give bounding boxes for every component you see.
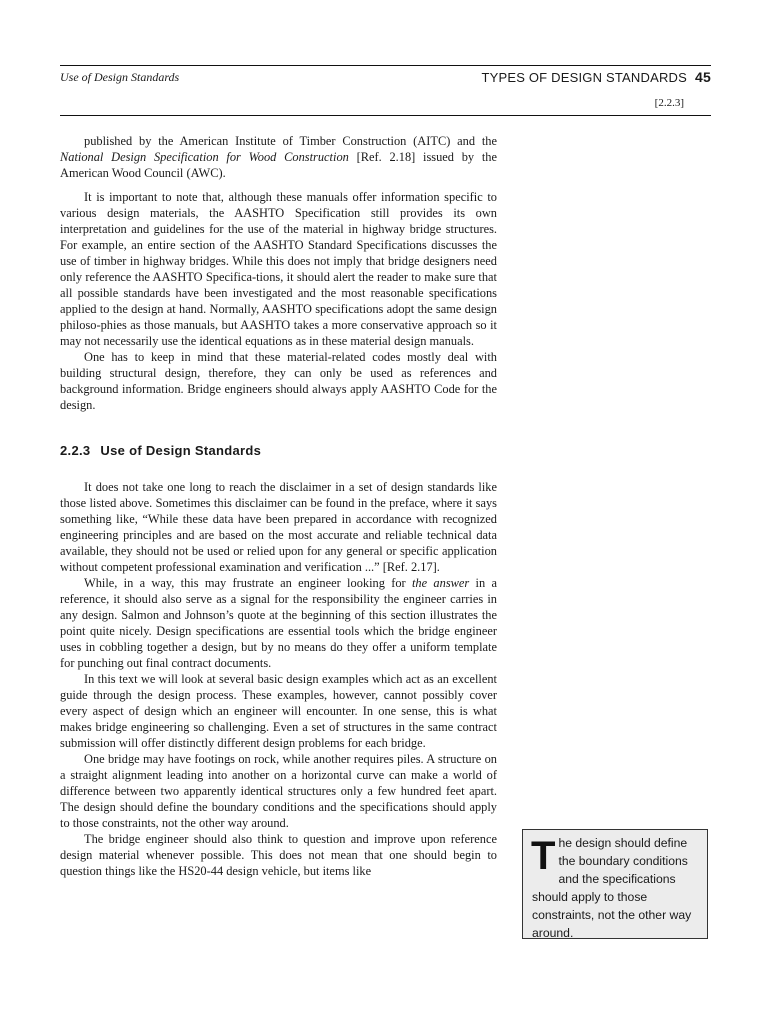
header-top-rule bbox=[60, 65, 711, 66]
running-title-text: TYPES OF DESIGN STANDARDS bbox=[481, 70, 688, 85]
paragraph-4: It does not take one long to reach the disclaimer in a set of design standards like those listed above. Sometimes this disclaimer can be found in the preface, where it says something like, “While these data have been prepared in accordance with recognized engineering principles and are based on the most accurate and reliable technical data available, they should not be used or relied upon for any general or specific application without competent professional examination and verification ...” [Ref. 2.17]. bbox=[60, 480, 497, 574]
pullquote-box bbox=[522, 829, 708, 939]
pullquote-text: he design should define the boundary conditions and the specifications should apply to those constraints, not the other way around. bbox=[532, 836, 692, 940]
paragraph-1-post: [Ref. 2.18] issued by the American Wood Council (AWC). bbox=[60, 150, 498, 180]
pullquote-dropcap: T bbox=[531, 834, 556, 878]
section-reference: [2.2.3] bbox=[654, 97, 684, 109]
paragraph-7: One bridge may have footings on rock, while another requires piles. A structure on a straight alignment leading into another on a horizontal curve can make a world of difference between two apparently identical structures only a few hundred feet apart. The design should define the boundary conditions and the specifications should apply to those constraints, not the other way around. bbox=[60, 752, 497, 830]
header-bottom-rule bbox=[60, 115, 711, 116]
running-title-right bbox=[481, 69, 711, 85]
paragraph-1-pre: published by the American Institute of Timber Construction (AITC) and the bbox=[84, 134, 497, 148]
running-title-left: Use of Design Standards bbox=[60, 70, 180, 84]
section-number: 2.2.3 bbox=[60, 443, 91, 458]
paragraph-3: One has to keep in mind that these material-related codes mostly deal with building structural design, therefore, they can only be used as references and background information. Bridge engineers should always apply AASHTO Code for the design. bbox=[60, 350, 497, 412]
paragraph-5-emphasis: the answer bbox=[411, 576, 470, 590]
section-heading bbox=[60, 443, 497, 459]
section-title: Use of Design Standards bbox=[100, 443, 262, 458]
paragraph-5-post: in a reference, it should also serve as a signal for the responsibility the engineer carries in any design. Salmon and Johnson’s quote at the beginning of this section illustrates the point quite nicely. Design specifications are essential tools which the bridge engineer uses in cobbling together a design, but by no means do they offer a uniform template for punching out final contract documents. bbox=[60, 576, 497, 670]
main-text-column bbox=[60, 133, 497, 879]
paragraph-1-title: National Design Specification for Wood Construction bbox=[60, 150, 349, 164]
paragraph-8: The bridge engineer should also think to question and improve upon reference design material whenever possible. This does not mean that one should begin to question things like the HS20-44 design vehicle, but items like bbox=[60, 832, 497, 878]
paragraph-1 bbox=[60, 133, 497, 181]
page-number: 45 bbox=[695, 69, 711, 85]
paragraph-5 bbox=[60, 575, 497, 671]
paragraph-6: In this text we will look at several basic design examples which act as an excellent guide through the design process. These examples, however, cannot possibly cover every aspect of design which an engineer will encounter. In one sense, this is what makes bridge engineering so challenging. Even a set of structures in the same contract submission will offer distinctly different design problems for each bridge. bbox=[60, 672, 497, 750]
paragraph-5-pre: While, in a way, this may frustrate an engineer looking for bbox=[84, 576, 412, 590]
paragraph-2: It is important to note that, although these manuals offer information specific to various design materials, the AASHTO Specification still provides its own interpretation and guidelines for the use of the material in highway bridge structures. For example, an entire section of the AASHTO Standard Specifications discusses the use of timber in highway bridges. While this does not imply that bridge designers need only reference the AASHTO Specifica-tions, it should alert the reader to make sure that all possible standards have been investigated and the most reasonable specifications applied to the design at hand. Normally, AASHTO specifications adopt the same design philoso-phies as those manuals, but AASHTO takes a more conservative approach so it may not necessarily use the identical equations as in these material design manuals. bbox=[60, 190, 497, 348]
